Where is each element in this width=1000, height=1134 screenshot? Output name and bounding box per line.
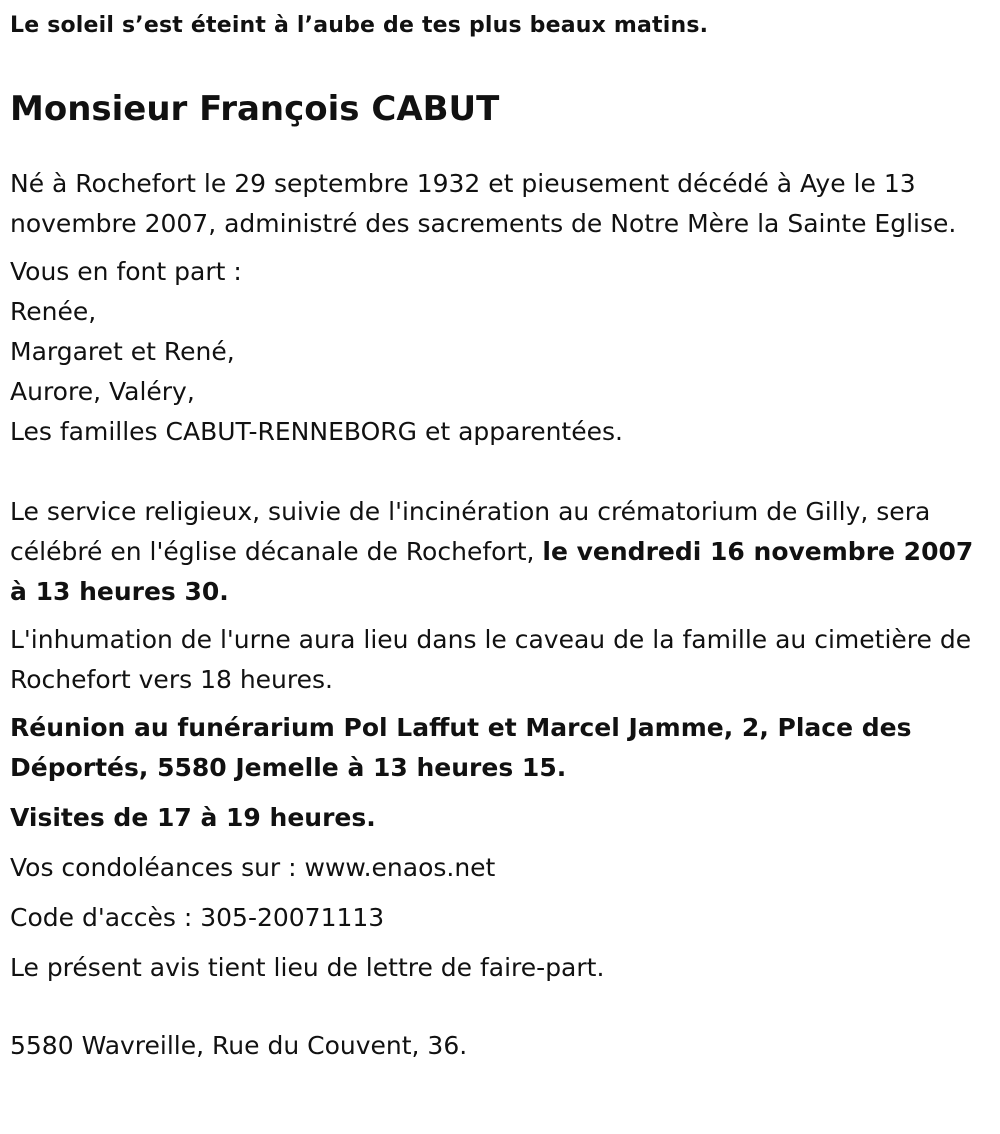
family-member: Aurore, Valéry, <box>10 377 195 406</box>
service-paragraph <box>10 452 990 612</box>
family-member: Les familles CABUT-RENNEBORG et apparentées. <box>10 417 623 446</box>
family-list <box>10 244 990 452</box>
visits-paragraph: Visites de 17 à 19 heures. <box>10 803 376 832</box>
access-code-line: Code d'accès : 305-20071113 <box>10 903 385 932</box>
condolences-line: Vos condoléances sur : www.enaos.net <box>10 853 496 882</box>
service-text: Le service religieux, suivie de l'incinération au crématorium de Gilly, sera célébré en l'église décanale de Rochefort, <box>10 497 931 566</box>
service-datetime: le vendredi 16 novembre 2007 à 13 heures 30. <box>10 537 974 606</box>
address-line: 5580 Wavreille, Rue du Couvent, 36. <box>10 1031 468 1060</box>
deceased-name: Monsieur François CABUT <box>10 89 500 129</box>
notice-statement: Le présent avis tient lieu de lettre de faire-part. <box>10 953 605 982</box>
reunion-paragraph: Réunion au funérarium Pol Laffut et Marcel Jamme, 2, Place des Déportés, 5580 Jemelle à 13 heures 15. <box>10 713 912 782</box>
family-intro: Vous en font part : <box>10 257 242 286</box>
family-member: Margaret et René, <box>10 337 235 366</box>
birth-death-paragraph: Né à Rochefort le 29 septembre 1932 et pieusement décédé à Aye le 13 novembre 2007, administré des sacrements de Notre Mère la Sainte Eglise. <box>10 169 957 238</box>
inhumation-paragraph: L'inhumation de l'urne aura lieu dans le caveau de la famille au cimetière de Rochefort vers 18 heures. <box>10 625 972 694</box>
motto-heading: Le soleil s’est éteint à l’aube de tes plus beaux matins. <box>10 13 709 38</box>
family-member: Renée, <box>10 297 97 326</box>
